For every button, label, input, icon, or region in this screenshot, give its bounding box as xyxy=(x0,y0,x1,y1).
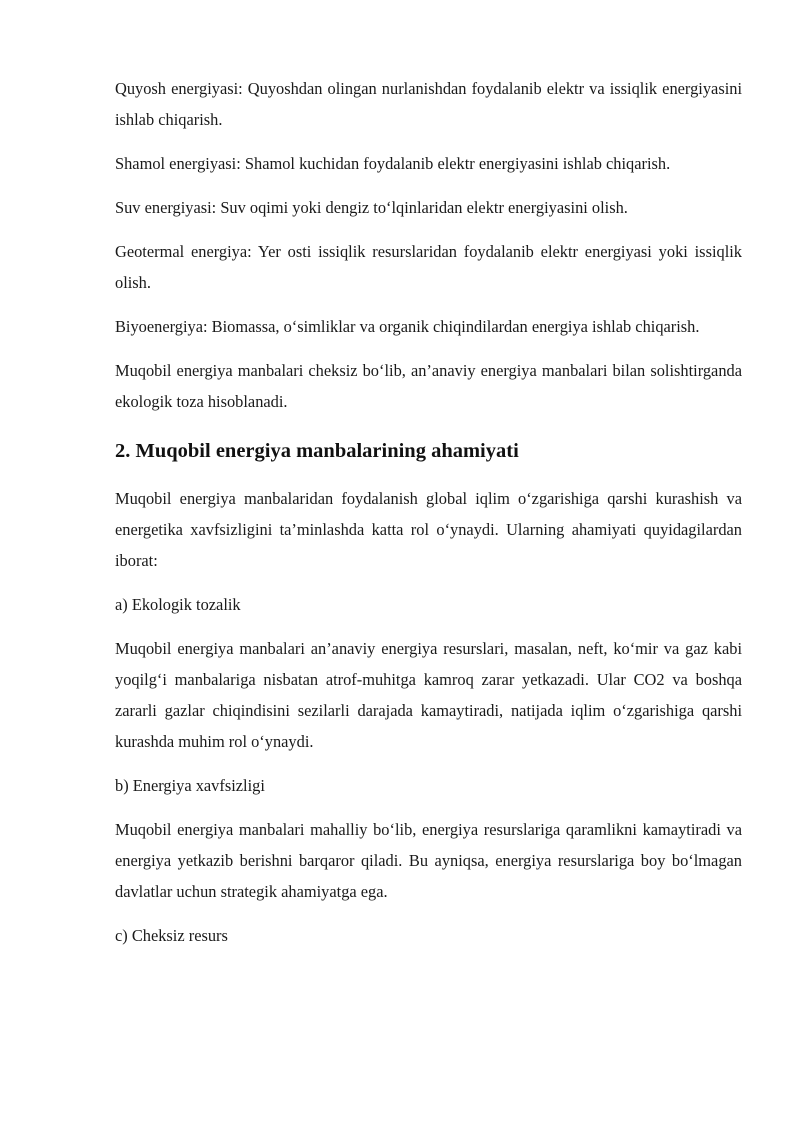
paragraph-wind-energy: Shamol energiyasi: Shamol kuchidan foydalanib elektr energiyasini ishlab chiqarish. xyxy=(115,154,671,173)
paragraph-bioenergy: Biyoenergiya: Biomassa, o‘simliklar va organik chiqindilardan energiya ishlab chiqarish. xyxy=(115,317,700,336)
section-heading: 2. Muqobil energiya manbalarining ahamiyati xyxy=(115,440,519,462)
document-body xyxy=(115,73,742,964)
paragraph-solar-energy: Quyosh energiyasi: Quyoshdan olingan nurlanishdan foydalanib elektr va issiqlik energiyasini ishlab chiqarish. xyxy=(115,79,742,129)
section-intro-paragraph: Muqobil energiya manbalaridan foydalanish global iqlim o‘zgarishiga qarshi kurashish va energetika xavfsizligini ta’minlashda katta rol o‘ynaydi. Ularning ahamiyati quyidagilardan iborat: xyxy=(115,489,742,570)
subsection-body-ecological: Muqobil energiya manbalari an’anaviy energiya resurslari, masalan, neft, ko‘mir va gaz kabi yoqilg‘i manbalariga nisbatan atrof-muhitga kamroq zarar yetkazadi. Ular CO2 va boshqa zararli gazlar chiqindisini sezilarli darajada kamaytiradi, natijada iqlim o‘zgarishiga qarshi kurashda muhim rol o‘ynaydi. xyxy=(115,639,742,751)
paragraph-summary: Muqobil energiya manbalari cheksiz bo‘lib, an’anaviy energiya manbalari bilan solishtirganda ekologik toza hisoblanadi. xyxy=(115,361,742,411)
paragraph-geothermal-energy: Geotermal energiya: Yer osti issiqlik resurslaridan foydalanib elektr energiyasi yoki issiqlik olish. xyxy=(115,242,742,292)
paragraph-water-energy: Suv energiyasi: Suv oqimi yoki dengiz to‘lqinlaridan elektr energiyasini olish. xyxy=(115,198,628,217)
subsection-title-energy-security: b) Energiya xavfsizligi xyxy=(115,776,265,795)
subsection-title-ecological: a) Ekologik tozalik xyxy=(115,595,241,614)
subsection-title-unlimited-resource: c) Cheksiz resurs xyxy=(115,926,228,945)
subsection-body-energy-security: Muqobil energiya manbalari mahalliy bo‘lib, energiya resurslariga qaramlikni kamaytiradi va energiya yetkazib berishni barqaror qiladi. Bu ayniqsa, energiya resurslariga boy bo‘lmagan davlatlar uchun strategik ahamiyatga ega. xyxy=(115,820,742,901)
